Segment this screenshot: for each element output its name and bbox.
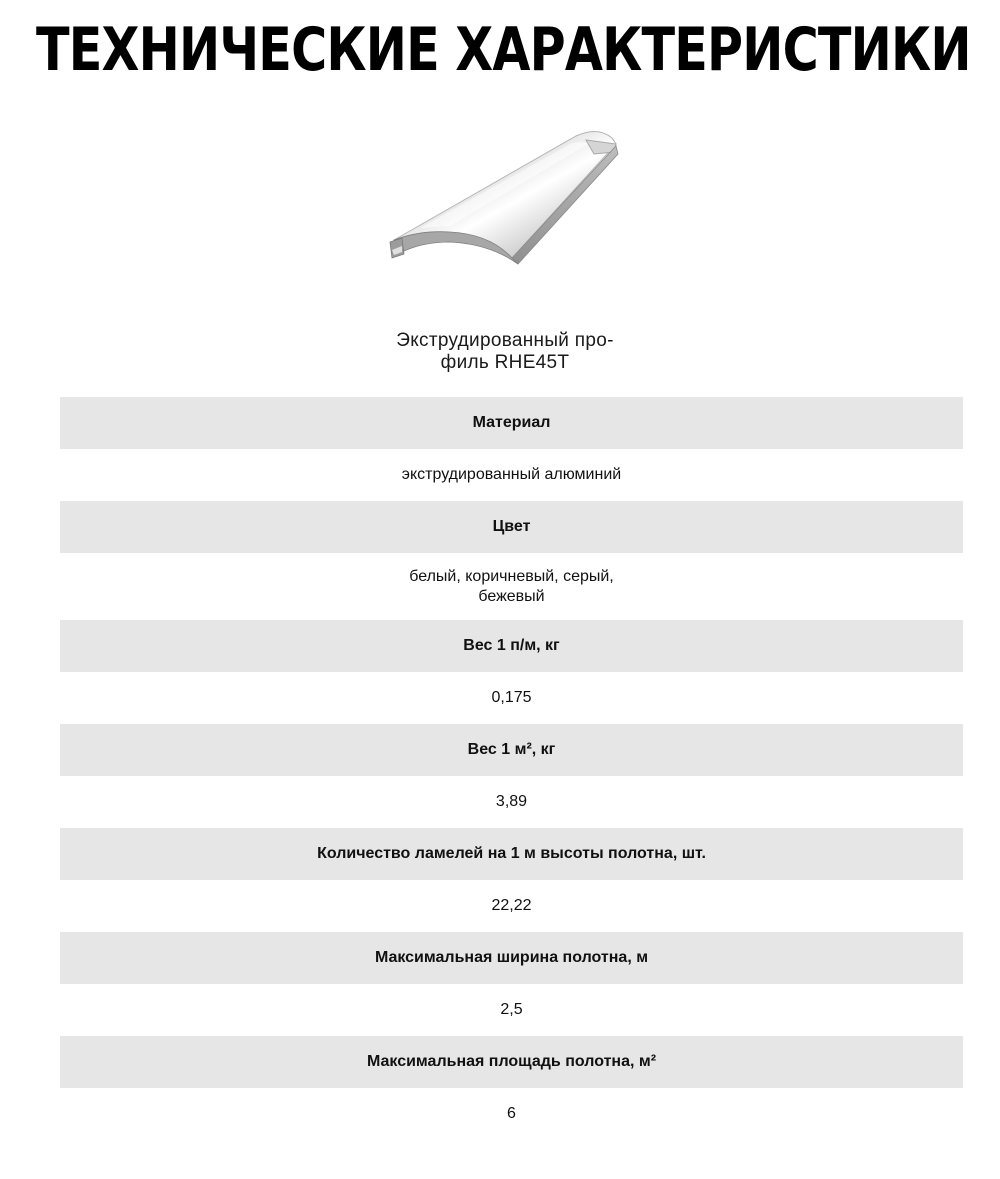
aluminum-profile-slat-icon: [380, 118, 630, 278]
spec-label-max-area: Максимальная площадь полотна, м²: [60, 1036, 963, 1088]
spec-value-weight-per-sqm: 3,89: [60, 776, 963, 828]
spec-label-weight-per-meter: Вес 1 п/м, кг: [60, 620, 963, 672]
spec-value-max-width: 2,5: [60, 984, 963, 1036]
spec-value-weight-per-meter: 0,175: [60, 672, 963, 724]
spec-label-color: Цвет: [60, 501, 963, 553]
spec-value-color: белый, коричневый, серый, бежевый: [60, 553, 963, 620]
spec-label-material: Материал: [60, 397, 963, 449]
spec-label-max-width: Максимальная ширина полотна, м: [60, 932, 963, 984]
spec-label-slats-per-meter: Количество ламелей на 1 м высоты полотна, шт.: [60, 828, 963, 880]
product-caption: Экструдированный про- филь RHE45T: [396, 330, 614, 373]
spec-label-weight-per-sqm: Вес 1 м², кг: [60, 724, 963, 776]
spec-value-material: экструдированный алюминий: [60, 449, 963, 501]
page-title: ТЕХНИЧЕСКИЕ ХАРАКТЕРИСТИКИ: [36, 15, 971, 85]
specs-table: [60, 397, 963, 1140]
spec-value-slats-per-meter: 22,22: [60, 880, 963, 932]
spec-value-max-area: 6: [60, 1088, 963, 1140]
